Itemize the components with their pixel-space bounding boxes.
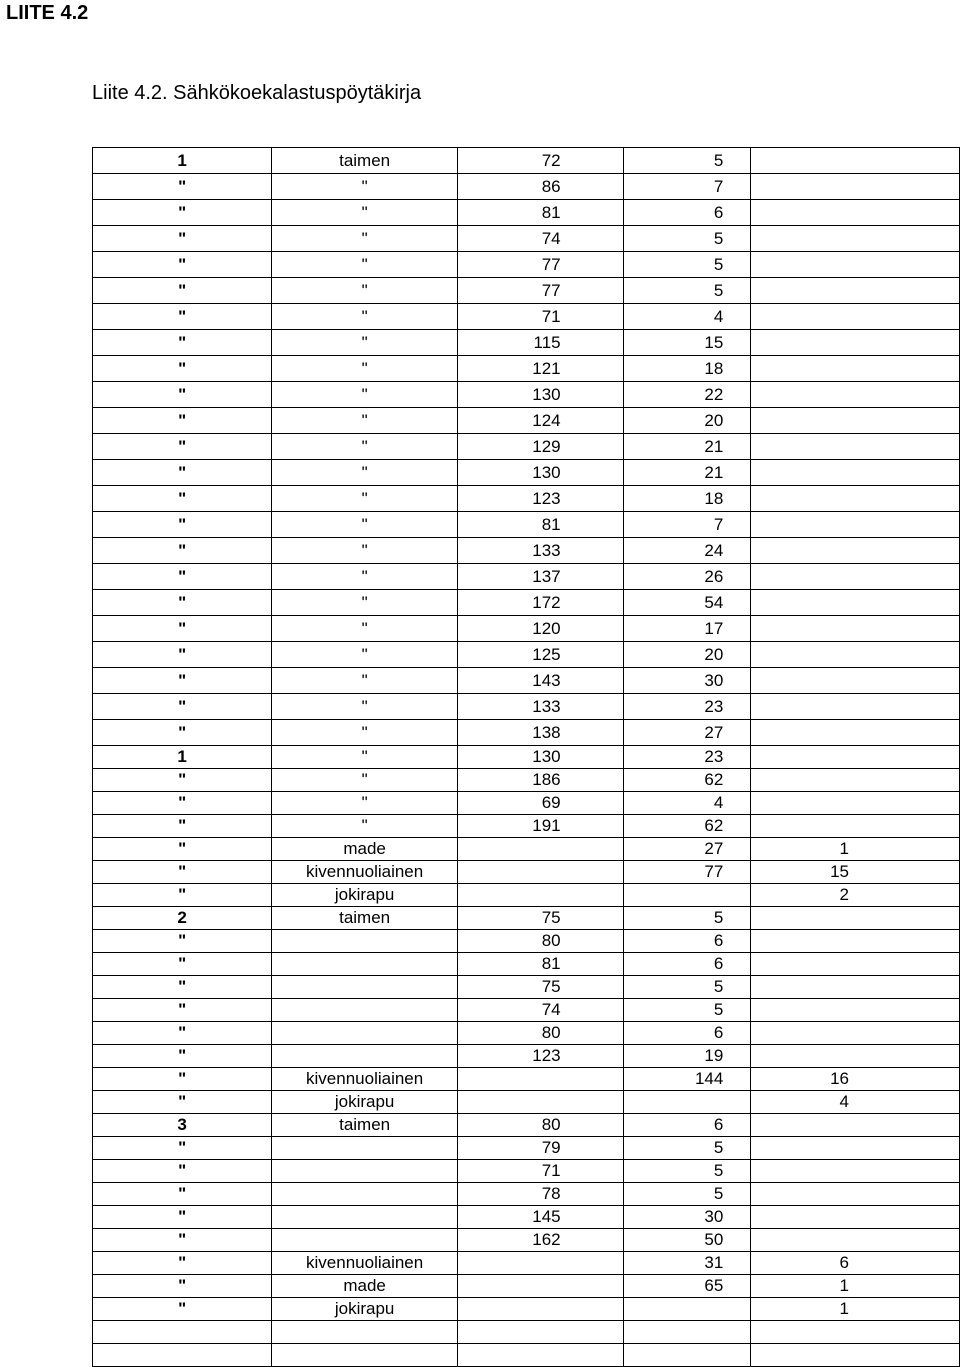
count-cell <box>751 642 960 668</box>
weight-cell: 5 <box>623 1137 751 1160</box>
count-cell <box>751 330 960 356</box>
species-cell <box>272 1206 458 1229</box>
count-cell <box>751 616 960 642</box>
table-row <box>93 330 960 356</box>
site-cell: " <box>93 694 272 720</box>
length-cell: 121 <box>457 356 623 382</box>
weight-cell: 30 <box>623 1206 751 1229</box>
site-cell: " <box>93 861 272 884</box>
length-cell: 133 <box>457 694 623 720</box>
species-cell: " <box>272 815 458 838</box>
species-cell <box>272 999 458 1022</box>
count-cell <box>751 953 960 976</box>
length-cell: 129 <box>457 434 623 460</box>
length-cell: 125 <box>457 642 623 668</box>
species-cell: jokirapu <box>272 884 458 907</box>
length-cell: 130 <box>457 382 623 408</box>
length-cell: 130 <box>457 460 623 486</box>
site-cell: " <box>93 590 272 616</box>
count-cell <box>751 304 960 330</box>
species-cell: taimen <box>272 148 458 174</box>
weight-cell: 6 <box>623 1114 751 1137</box>
species-cell: " <box>272 200 458 226</box>
count-cell <box>751 1137 960 1160</box>
weight-cell: 19 <box>623 1045 751 1068</box>
species-cell: " <box>272 434 458 460</box>
length-cell: 191 <box>457 815 623 838</box>
site-cell: " <box>93 815 272 838</box>
species-cell <box>272 1321 458 1344</box>
species-cell <box>272 1229 458 1252</box>
weight-cell: 4 <box>623 304 751 330</box>
length-cell: 75 <box>457 976 623 999</box>
count-cell <box>751 382 960 408</box>
length-cell: 71 <box>457 304 623 330</box>
length-cell: 86 <box>457 174 623 200</box>
site-cell: " <box>93 538 272 564</box>
species-cell: " <box>272 252 458 278</box>
weight-cell: 15 <box>623 330 751 356</box>
species-cell: " <box>272 616 458 642</box>
species-cell: " <box>272 356 458 382</box>
weight-cell: 21 <box>623 460 751 486</box>
weight-cell: 20 <box>623 408 751 434</box>
site-cell: " <box>93 200 272 226</box>
weight-cell: 62 <box>623 769 751 792</box>
table-row <box>93 174 960 200</box>
table-row <box>93 1068 960 1091</box>
table-row <box>93 746 960 769</box>
length-cell: 143 <box>457 668 623 694</box>
table-row <box>93 460 960 486</box>
species-cell <box>272 1137 458 1160</box>
species-cell: " <box>272 538 458 564</box>
count-cell: 6 <box>751 1252 960 1275</box>
count-cell <box>751 746 960 769</box>
species-cell: " <box>272 512 458 538</box>
count-cell <box>751 792 960 815</box>
table-row <box>93 148 960 174</box>
species-cell <box>272 1045 458 1068</box>
count-cell <box>751 769 960 792</box>
table-row <box>93 1206 960 1229</box>
site-cell: " <box>93 408 272 434</box>
table-row <box>93 668 960 694</box>
species-cell <box>272 976 458 999</box>
site-cell: " <box>93 769 272 792</box>
table-row <box>93 1137 960 1160</box>
count-cell <box>751 1183 960 1206</box>
table-row <box>93 1229 960 1252</box>
weight-cell: 30 <box>623 668 751 694</box>
weight-cell: 5 <box>623 907 751 930</box>
count-cell: 1 <box>751 838 960 861</box>
weight-cell: 5 <box>623 976 751 999</box>
table-row <box>93 408 960 434</box>
length-cell: 80 <box>457 930 623 953</box>
table-row <box>93 616 960 642</box>
count-cell <box>751 999 960 1022</box>
table-row <box>93 1183 960 1206</box>
table-row <box>93 538 960 564</box>
species-cell: " <box>272 668 458 694</box>
weight-cell: 5 <box>623 999 751 1022</box>
length-cell: 71 <box>457 1160 623 1183</box>
table-row <box>93 792 960 815</box>
weight-cell: 5 <box>623 226 751 252</box>
table-row <box>93 720 960 746</box>
species-cell: " <box>272 590 458 616</box>
table-row <box>93 564 960 590</box>
length-cell: 69 <box>457 792 623 815</box>
count-cell: 1 <box>751 1275 960 1298</box>
site-cell: " <box>93 1229 272 1252</box>
table-row <box>93 486 960 512</box>
weight-cell: 5 <box>623 252 751 278</box>
electrofishing-record-table <box>92 147 960 1367</box>
site-cell: " <box>93 1183 272 1206</box>
site-cell: " <box>93 668 272 694</box>
weight-cell <box>623 1091 751 1114</box>
table-row <box>93 815 960 838</box>
site-cell: " <box>93 616 272 642</box>
count-cell <box>751 356 960 382</box>
length-cell <box>457 1298 623 1321</box>
table-row <box>93 930 960 953</box>
length-cell: 75 <box>457 907 623 930</box>
count-cell <box>751 226 960 252</box>
count-cell: 4 <box>751 1091 960 1114</box>
length-cell: 123 <box>457 486 623 512</box>
site-cell: " <box>93 642 272 668</box>
count-cell <box>751 590 960 616</box>
length-cell <box>457 838 623 861</box>
weight-cell: 5 <box>623 148 751 174</box>
site-cell: " <box>93 278 272 304</box>
weight-cell: 7 <box>623 174 751 200</box>
species-cell <box>272 953 458 976</box>
length-cell <box>457 1321 623 1344</box>
table-row <box>93 434 960 460</box>
weight-cell: 65 <box>623 1275 751 1298</box>
site-cell: " <box>93 1068 272 1091</box>
count-cell: 1 <box>751 1298 960 1321</box>
count-cell <box>751 668 960 694</box>
table-row <box>93 512 960 538</box>
weight-cell: 5 <box>623 278 751 304</box>
table-row <box>93 642 960 668</box>
weight-cell: 18 <box>623 486 751 512</box>
species-cell <box>272 1183 458 1206</box>
weight-cell: 4 <box>623 792 751 815</box>
count-cell <box>751 486 960 512</box>
species-cell: made <box>272 838 458 861</box>
table-row <box>93 382 960 408</box>
species-cell <box>272 1160 458 1183</box>
species-cell: " <box>272 226 458 252</box>
table-row <box>93 590 960 616</box>
length-cell: 115 <box>457 330 623 356</box>
site-cell: " <box>93 1275 272 1298</box>
table-row <box>93 1252 960 1275</box>
count-cell <box>751 930 960 953</box>
site-cell: " <box>93 1091 272 1114</box>
table-row <box>93 356 960 382</box>
weight-cell: 27 <box>623 838 751 861</box>
species-cell: jokirapu <box>272 1298 458 1321</box>
site-cell: " <box>93 792 272 815</box>
weight-cell: 20 <box>623 642 751 668</box>
site-cell: " <box>93 1160 272 1183</box>
table-row <box>93 769 960 792</box>
site-cell: " <box>93 174 272 200</box>
table-row <box>93 200 960 226</box>
table-row <box>93 838 960 861</box>
length-cell: 81 <box>457 200 623 226</box>
site-cell: " <box>93 1206 272 1229</box>
count-cell <box>751 460 960 486</box>
weight-cell: 5 <box>623 1160 751 1183</box>
site-cell: " <box>93 976 272 999</box>
count-cell <box>751 252 960 278</box>
length-cell: 123 <box>457 1045 623 1068</box>
length-cell: 138 <box>457 720 623 746</box>
species-cell: taimen <box>272 1114 458 1137</box>
weight-cell: 23 <box>623 694 751 720</box>
species-cell: " <box>272 564 458 590</box>
length-cell: 74 <box>457 226 623 252</box>
weight-cell <box>623 1321 751 1344</box>
site-cell: " <box>93 884 272 907</box>
species-cell: kivennuoliainen <box>272 1068 458 1091</box>
length-cell: 74 <box>457 999 623 1022</box>
site-cell: " <box>93 953 272 976</box>
count-cell <box>751 907 960 930</box>
site-cell: " <box>93 1137 272 1160</box>
table-row <box>93 1114 960 1137</box>
length-cell: 162 <box>457 1229 623 1252</box>
table-body <box>93 148 960 1367</box>
length-cell <box>457 1091 623 1114</box>
species-cell: kivennuoliainen <box>272 861 458 884</box>
weight-cell: 31 <box>623 1252 751 1275</box>
length-cell: 130 <box>457 746 623 769</box>
length-cell: 79 <box>457 1137 623 1160</box>
count-cell <box>751 1229 960 1252</box>
count-cell <box>751 815 960 838</box>
table-row <box>93 1298 960 1321</box>
count-cell <box>751 1321 960 1344</box>
species-cell: " <box>272 642 458 668</box>
count-cell <box>751 564 960 590</box>
count-cell: 16 <box>751 1068 960 1091</box>
table-row <box>93 1091 960 1114</box>
table-row <box>93 1321 960 1344</box>
site-cell: " <box>93 1298 272 1321</box>
table-row <box>93 226 960 252</box>
site-cell: 2 <box>93 907 272 930</box>
weight-cell: 7 <box>623 512 751 538</box>
site-cell: " <box>93 252 272 278</box>
weight-cell: 21 <box>623 434 751 460</box>
count-cell <box>751 976 960 999</box>
species-cell: " <box>272 694 458 720</box>
count-cell <box>751 1160 960 1183</box>
length-cell: 133 <box>457 538 623 564</box>
appendix-label: LIITE 4.2 <box>6 2 89 24</box>
length-cell: 120 <box>457 616 623 642</box>
length-cell: 77 <box>457 278 623 304</box>
length-cell: 81 <box>457 953 623 976</box>
site-cell: " <box>93 330 272 356</box>
length-cell: 137 <box>457 564 623 590</box>
length-cell <box>457 1252 623 1275</box>
length-cell: 81 <box>457 512 623 538</box>
length-cell: 145 <box>457 1206 623 1229</box>
count-cell <box>751 148 960 174</box>
length-cell: 80 <box>457 1022 623 1045</box>
length-cell <box>457 884 623 907</box>
length-cell <box>457 1068 623 1091</box>
weight-cell: 22 <box>623 382 751 408</box>
count-cell <box>751 720 960 746</box>
count-cell: 2 <box>751 884 960 907</box>
species-cell: kivennuoliainen <box>272 1252 458 1275</box>
document-title: Liite 4.2. Sähkökoekalastuspöytäkirja <box>92 82 422 104</box>
weight-cell: 23 <box>623 746 751 769</box>
table-row <box>93 304 960 330</box>
site-cell: 1 <box>93 746 272 769</box>
site-cell: " <box>93 356 272 382</box>
weight-cell: 17 <box>623 616 751 642</box>
species-cell: jokirapu <box>272 1091 458 1114</box>
count-cell <box>751 434 960 460</box>
site-cell: " <box>93 1045 272 1068</box>
site-cell: " <box>93 930 272 953</box>
site-cell: " <box>93 304 272 330</box>
species-cell <box>272 930 458 953</box>
count-cell <box>751 408 960 434</box>
table-row <box>93 976 960 999</box>
count-cell <box>751 174 960 200</box>
count-cell <box>751 1206 960 1229</box>
count-cell <box>751 278 960 304</box>
site-cell: " <box>93 382 272 408</box>
count-cell <box>751 694 960 720</box>
site-cell: 3 <box>93 1114 272 1137</box>
table-row <box>93 1045 960 1068</box>
weight-cell: 54 <box>623 590 751 616</box>
count-cell <box>751 200 960 226</box>
site-cell: " <box>93 226 272 252</box>
species-cell: " <box>272 460 458 486</box>
table-row <box>93 278 960 304</box>
table-row <box>93 999 960 1022</box>
count-cell <box>751 1022 960 1045</box>
weight-cell: 6 <box>623 953 751 976</box>
site-cell: " <box>93 434 272 460</box>
weight-cell: 77 <box>623 861 751 884</box>
weight-cell: 6 <box>623 1022 751 1045</box>
weight-cell: 24 <box>623 538 751 564</box>
weight-cell: 6 <box>623 200 751 226</box>
table-row <box>93 1160 960 1183</box>
species-cell: " <box>272 769 458 792</box>
site-cell: " <box>93 486 272 512</box>
site-cell: " <box>93 460 272 486</box>
species-cell: " <box>272 720 458 746</box>
species-cell: taimen <box>272 907 458 930</box>
site-cell: " <box>93 999 272 1022</box>
weight-cell: 18 <box>623 356 751 382</box>
species-cell: " <box>272 278 458 304</box>
site-cell: " <box>93 512 272 538</box>
length-cell: 172 <box>457 590 623 616</box>
count-cell <box>751 1045 960 1068</box>
length-cell <box>457 861 623 884</box>
weight-cell: 27 <box>623 720 751 746</box>
length-cell: 124 <box>457 408 623 434</box>
site-cell: " <box>93 720 272 746</box>
species-cell: " <box>272 382 458 408</box>
length-cell: 77 <box>457 252 623 278</box>
site-cell: " <box>93 564 272 590</box>
length-cell <box>457 1275 623 1298</box>
species-cell: " <box>272 746 458 769</box>
length-cell: 80 <box>457 1114 623 1137</box>
species-cell: " <box>272 486 458 512</box>
length-cell: 72 <box>457 148 623 174</box>
weight-cell: 144 <box>623 1068 751 1091</box>
weight-cell <box>623 884 751 907</box>
site-cell: " <box>93 838 272 861</box>
species-cell: made <box>272 1275 458 1298</box>
table-row <box>93 907 960 930</box>
table-row <box>93 1275 960 1298</box>
site-cell: 1 <box>93 148 272 174</box>
site-cell: " <box>93 1252 272 1275</box>
table-row <box>93 953 960 976</box>
table-row <box>93 884 960 907</box>
species-cell: " <box>272 174 458 200</box>
weight-cell: 26 <box>623 564 751 590</box>
species-cell: " <box>272 330 458 356</box>
species-cell: " <box>272 792 458 815</box>
count-cell <box>751 512 960 538</box>
species-cell: " <box>272 304 458 330</box>
species-cell <box>272 1022 458 1045</box>
species-cell: " <box>272 408 458 434</box>
count-cell: 15 <box>751 861 960 884</box>
weight-cell: 62 <box>623 815 751 838</box>
table-row <box>93 1022 960 1045</box>
length-cell: 186 <box>457 769 623 792</box>
weight-cell: 6 <box>623 930 751 953</box>
site-cell <box>93 1321 272 1344</box>
length-cell: 78 <box>457 1183 623 1206</box>
table-row <box>93 861 960 884</box>
weight-cell: 5 <box>623 1183 751 1206</box>
table-row <box>93 252 960 278</box>
weight-cell <box>623 1298 751 1321</box>
site-cell: " <box>93 1022 272 1045</box>
table-row <box>93 694 960 720</box>
count-cell <box>751 538 960 564</box>
weight-cell: 50 <box>623 1229 751 1252</box>
count-cell <box>751 1114 960 1137</box>
